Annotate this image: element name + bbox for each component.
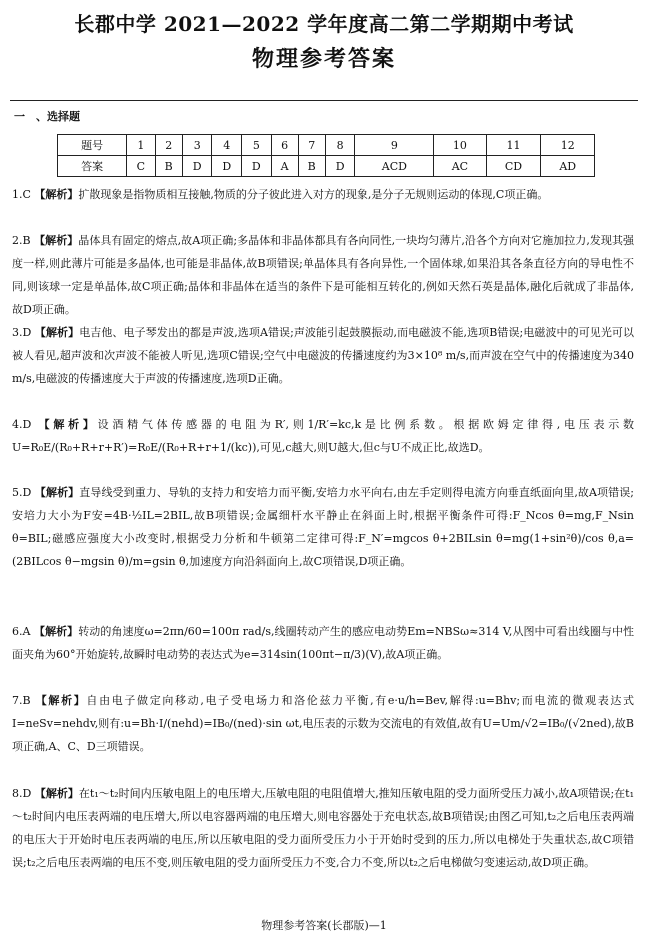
answer-cell: D — [212, 156, 242, 177]
question-number: 3.D — [12, 326, 32, 339]
question-number-cell: 10 — [434, 135, 486, 156]
question-number-cell: 4 — [212, 135, 242, 156]
analysis-tag: 【解析】 — [34, 787, 79, 800]
answer-cell: AC — [434, 156, 486, 177]
analysis-tag: 【解析】 — [38, 418, 98, 431]
question-number-row — [58, 135, 595, 156]
question-explanation-8 — [12, 782, 634, 874]
explanation-text: 晶体具有固定的熔点,故A项正确;多晶体和非晶体都具有各向同性,一块均匀薄片,沿各个方向对它施加拉力,发现其强度一样,则此薄片可能是多晶体,也可能是非晶体,故B项错误;单晶体具有各向异性,一个固体球,如果沿其各条直径方向的导电性不同,则该球一定是单晶体,故C项正确;晶体和非晶体在适当的条件下是可能相互转化的,例如天然石英是晶体,融化后就成了非晶体,故D项正确。 — [12, 234, 634, 316]
title-divider — [10, 100, 638, 101]
question-number-cell: 3 — [182, 135, 212, 156]
explanation-text: 转动的角速度ω=2πn/60=100π rad/s,线圈转动产生的感应电动势Em=NBSω≈314 V,从图中可看出线圈与中性面夹角为60°开始旋转,故瞬时电动势的表达式为e=314sin(100πt−π/3)(V),故A项正确。 — [12, 625, 635, 661]
question-number: 6.A — [12, 625, 31, 638]
answer-cell: AD — [541, 156, 595, 177]
answer-table — [57, 134, 595, 177]
answer-row — [58, 156, 595, 177]
question-number: 2.B — [12, 234, 31, 247]
question-number: 1.C — [12, 188, 31, 201]
question-number: 4.D — [12, 418, 32, 431]
answer-cell: D — [182, 156, 212, 177]
exam-title: 长郡中学 2021—2022 学年度高二第二学期期中考试 — [74, 12, 574, 36]
row-label-number: 题号 — [58, 135, 127, 156]
question-explanation-6 — [12, 620, 634, 666]
question-explanation-5 — [12, 481, 634, 573]
answer-key-title: 物理参考答案 — [251, 46, 396, 72]
question-number: 7.B — [12, 694, 31, 707]
question-number: 8.D — [12, 787, 32, 800]
question-explanation-3 — [12, 321, 634, 390]
answer-cell: A — [271, 156, 298, 177]
analysis-tag: 【解析】 — [34, 326, 80, 339]
section-heading: 一 、选择题 — [14, 110, 80, 123]
question-explanation-7 — [12, 689, 634, 758]
analysis-tag: 【解析】 — [34, 625, 79, 638]
explanation-text: 设酒精气体传感器的电阻为R′,则1/R′=kc,k是比例系数。根据欧姆定律得,电压表示数U=R₀E/(R₀+R+r+R′)=R₀E/(R₀+R+r+1/(kc)),可见,c越大,则U越大,但c与U不成正比,故选D。 — [12, 418, 635, 454]
analysis-tag: 【解析】 — [34, 486, 80, 499]
answer-cell: B — [298, 156, 325, 177]
question-explanation-4 — [12, 413, 634, 459]
answer-cell: CD — [486, 156, 541, 177]
question-number-cell: 9 — [355, 135, 434, 156]
question-number-cell: 6 — [271, 135, 298, 156]
question-explanation-2 — [12, 229, 634, 321]
answer-cell: ACD — [355, 156, 434, 177]
question-number-cell: 2 — [155, 135, 182, 156]
question-number: 5.D — [12, 486, 32, 499]
explanation-text: 电吉他、电子琴发出的都是声波,选项A错误;声波能引起鼓膜振动,而电磁波不能,选项B错误;电磁波中的可见光可以被人看见,超声波和次声波不能被人听见,选项C错误;空气中电磁波的传播速度约为3×10⁸ m/s,而声波在空气中的传播速度为340 m/s,电磁波的传播速度大于声波的传播速度,选项D正确。 — [12, 326, 634, 385]
explanation-text: 自由电子做定向移动,电子受电场力和洛伦兹力平衡,有e·u/h=Bev,解得:u=Bhv;而电流的微观表达式I=neSv=nehdv,则有:u=Bh·I/(nehd)=IB₀/(ned)·sin ωt,电压表的示数为交流电的有效值,故有U=Um/√2=IB₀/(√2ned),故B项正确,A、C、D三项错误。 — [12, 694, 635, 753]
row-label-answer: 答案 — [58, 156, 127, 177]
question-number-cell: 12 — [541, 135, 595, 156]
explanation-text: 在t₁～t₂时间内压敏电阻上的电压增大,压敏电阻的电阻值增大,推知压敏电阻的受力面所受压力减小,故A项错误;在t₁～t₂时间内电压表两端的电压增大,所以电容器两端的电压增大,则电容器处于充电状态,故B项错误;由图乙可知,t₂之后电压表两端的电压大于开始时电压表两端的电压,所以压敏电阻的受力面所受压力小于开始时受到的压力,所以电梯处于失重状态,故C项错误;t₂之后电压表两端的电压不变,则压敏电阻的受力面所受压力不变,合力不变,所以t₂之后电梯做匀变速运动,故D项正确。 — [12, 787, 635, 869]
analysis-tag: 【解析】 — [34, 234, 79, 247]
question-number-cell: 7 — [298, 135, 325, 156]
answer-cell: D — [242, 156, 272, 177]
page-footer: 物理参考答案(长郡版)—1 — [261, 919, 387, 932]
explanation-text: 直导线受到重力、导轨的支持力和安培力而平衡,安培力水平向右,由左手定则得电流方向垂直纸面向里,故A项错误;安培力大小为F安=4B·½IL=2BIL,故B项错误;金属细杆水平静止在斜面上时,根据平衡条件可得:F_Ncos θ=mg,F_Nsin θ=BIL;磁感应强度大小改变时,根据受力分析和牛顿第二定律可得:F_N′=mgcos θ+2BILsin θ=mg(1+sin²θ)/cos θ,a=(2BILcos θ−mgsin θ)/m=gsin θ,加速度方向沿斜面向上,故C项错误,D项正确。 — [12, 486, 635, 568]
explanation-text: 扩散现象是指物质相互接触,物质的分子彼此进入对方的现象,是分子无规则运动的体现,C项正确。 — [78, 188, 549, 201]
analysis-tag: 【解析】 — [35, 694, 87, 707]
question-number-cell: 11 — [486, 135, 541, 156]
answer-cell: D — [325, 156, 355, 177]
answer-cell: B — [155, 156, 182, 177]
analysis-tag: 【解析】 — [34, 188, 79, 201]
question-number-cell: 8 — [325, 135, 355, 156]
question-number-cell: 5 — [242, 135, 272, 156]
question-explanation-1 — [12, 183, 634, 206]
question-number-cell: 1 — [127, 135, 155, 156]
answer-cell: C — [127, 156, 155, 177]
